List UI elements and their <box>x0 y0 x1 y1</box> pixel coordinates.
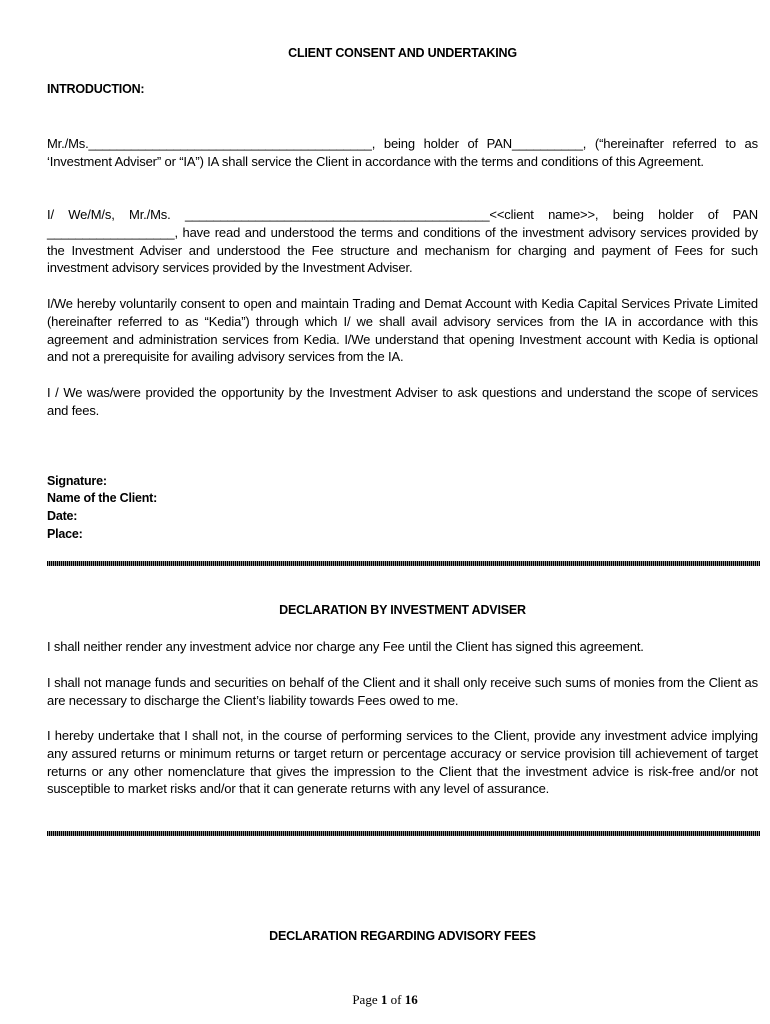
opportunity-paragraph: I / We was/were provided the opportunity by the Investment Adviser to ask questions and understand the scope of services and fees. <box>47 385 758 418</box>
kedia-consent-paragraph: I/We hereby voluntarily consent to open and maintain Trading and Demat Account with Kedia Capital Services Private Limited (hereinafter referred to as “Kedia”) through which I/ we shall avail advisory services from the IA in accordance with this agreement and administration services from Kedia. I/We understand that opening Investment account with Kedia is optional and not a prerequisite for availing advisory services from the IA. <box>47 296 758 365</box>
introduction-heading: INTRODUCTION: <box>47 82 145 96</box>
page-number-footer <box>0 992 770 1008</box>
of-word: of <box>390 992 402 1007</box>
adviser-declaration-paragraph-1: I shall neither render any investment advice nor charge any Fee until the Client has signed this agreement. <box>47 639 644 654</box>
adviser-declaration-paragraph-3: I hereby undertake that I shall not, in the course of performing services to the Client, provide any investment advice implying any assured returns or minimum returns or target return or percentage accuracy or service provision till achievement of target returns or any other nomenclature that gives the impression to the Client that the investment advice is risk-free and/or not susceptible to market risks and/or that it can generate returns with any level of assurance. <box>47 728 758 797</box>
document-title: CLIENT CONSENT AND UNDERTAKING <box>288 46 517 60</box>
section-divider <box>47 831 760 836</box>
client-name-label: Name of the Client: <box>47 491 158 505</box>
page-word: Page <box>352 992 378 1007</box>
advisory-fees-heading: DECLARATION REGARDING ADVISORY FEES <box>269 929 536 943</box>
client-acknowledgement-paragraph: I/ We/M/s, Mr./Ms. ___________________________________________<<client name>>, being holder of PAN __________________, have read and understood the terms and conditions of the investment advisory services provided by the Investment Adviser and understood the Fee structure and mechanism for charging and payment of Fees for such investment advisory services provided by the Investment Adviser. <box>47 207 758 276</box>
adviser-identity-paragraph: Mr./Ms.________________________________________, being holder of PAN__________, (“hereinafter referred to as ‘Investment Adviser” or “IA”) IA shall service the Client in accordance with the terms and conditions of this Agreement. <box>47 136 758 169</box>
adviser-declaration-heading: DECLARATION BY INVESTMENT ADVISER <box>279 603 526 617</box>
section-divider <box>47 561 760 566</box>
total-page-count: 16 <box>404 992 418 1007</box>
date-label: Date: <box>47 509 78 523</box>
adviser-declaration-paragraph-2: I shall not manage funds and securities on behalf of the Client and it shall only receive such sums of monies from the Client as are necessary to discharge the Client’s liability towards Fees owed to me. <box>47 675 758 708</box>
current-page-number: 1 <box>380 992 388 1007</box>
signature-label: Signature: <box>47 474 107 488</box>
place-label: Place: <box>47 527 83 541</box>
